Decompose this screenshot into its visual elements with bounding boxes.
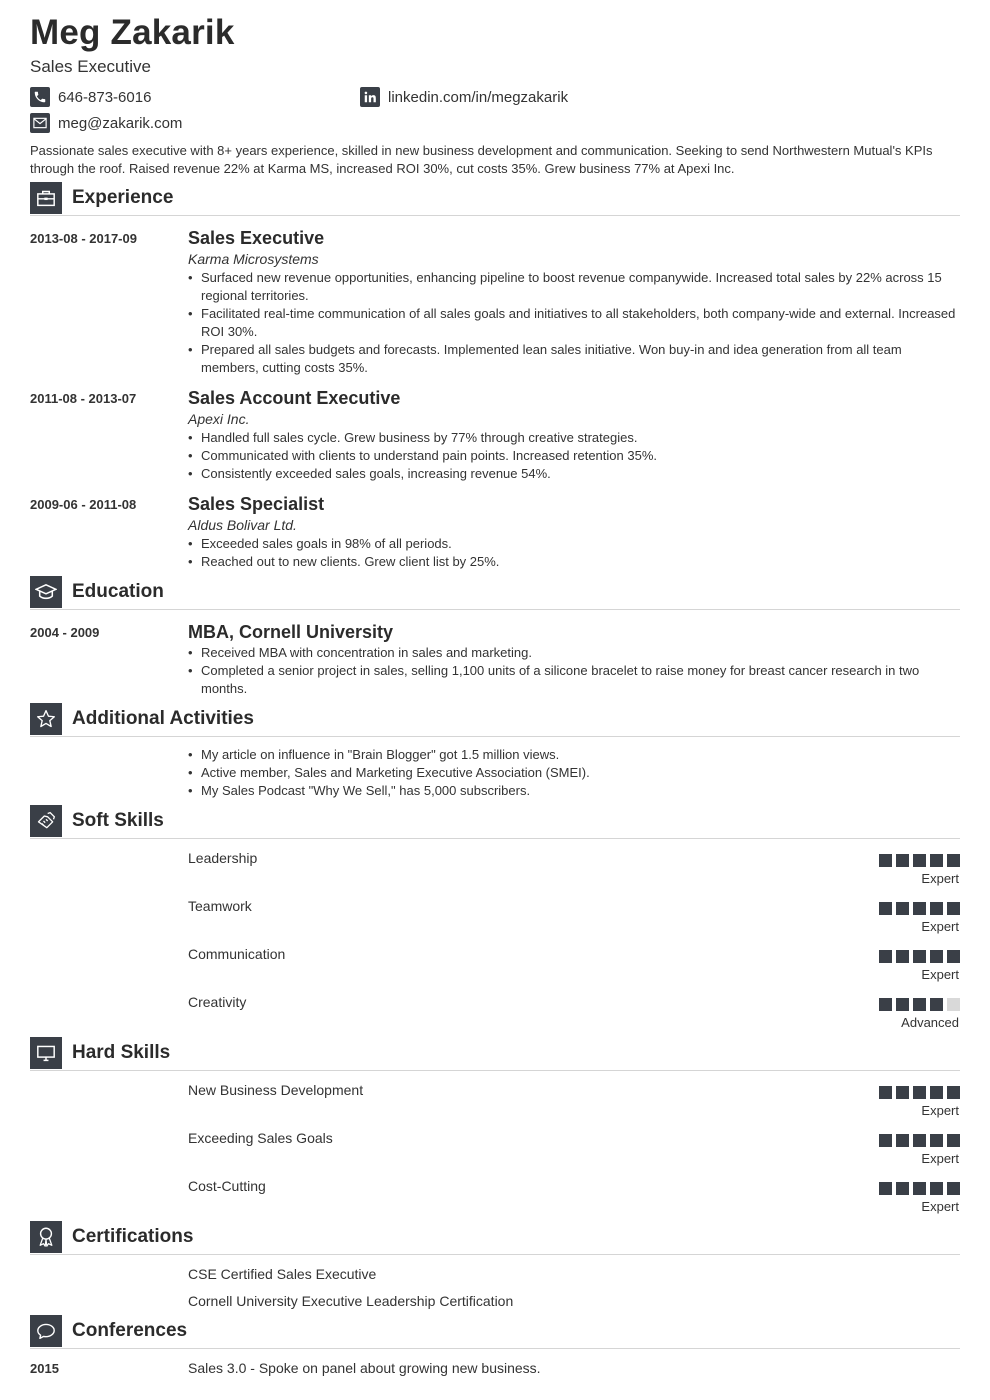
rating-square-filled: [879, 1134, 892, 1147]
skill-level: Expert: [921, 919, 959, 934]
phone-number[interactable]: 646-873-6016: [58, 88, 152, 106]
list-item: • Completed a senior project in sales, selling 1,100 units of a silicone bracelet to raise money for breast cancer research in two months.: [188, 662, 960, 698]
rating-square-filled: [879, 1182, 892, 1195]
skill-rating: [879, 1134, 960, 1147]
section-title: Soft Skills: [72, 810, 164, 831]
email-address[interactable]: meg@zakarik.com: [58, 114, 183, 132]
rating-square-filled: [930, 1182, 943, 1195]
handshake-icon: [30, 805, 62, 837]
speech-bubble-icon: [30, 1315, 62, 1347]
skill-level: Expert: [921, 871, 959, 886]
list-item: • Facilitated real-time communication of all sales goals and initiatives to all stakeholders, both company-wide and external. Increased ROI 30%.: [188, 305, 960, 341]
job-dates: 2009-06 - 2011-08: [30, 497, 137, 512]
rating-square-filled: [930, 998, 943, 1011]
section-title: Education: [72, 581, 164, 602]
rating-square-filled: [896, 1182, 909, 1195]
rating-square-filled: [879, 998, 892, 1011]
job-company: Aldus Bolivar Ltd.: [188, 517, 297, 533]
phone-contact: [30, 87, 151, 107]
job-bullets: [188, 429, 960, 483]
rating-square-filled: [913, 854, 926, 867]
rating-square-empty: [947, 998, 960, 1011]
rating-square-filled: [879, 854, 892, 867]
conference-year: 2015: [30, 1361, 59, 1376]
conferences-section-header: [30, 1315, 960, 1349]
degree-title: MBA, Cornell University: [188, 622, 394, 642]
list-item: • Surfaced new revenue opportunities, enhancing pipeline to boost revenue companywide. Increased total sales by 22% across 15 regional territories.: [188, 269, 960, 305]
rating-square-filled: [947, 1182, 960, 1195]
profile-summary: Passionate sales executive with 8+ years experience, skilled in new business development and communication. Seeking to send Northwestern Mutual's KPIs through the roof. Raised revenue 22% at Karma MS, increased ROI 30%, cut costs 35%. Grew business 77% at Apexi Inc.: [30, 143, 933, 176]
job-dates: 2011-08 - 2013-07: [30, 391, 137, 406]
monitor-icon: [30, 1037, 62, 1069]
skill-level: Expert: [921, 1199, 959, 1214]
skill-level: Expert: [921, 1151, 959, 1166]
job-title: Sales Specialist: [188, 494, 325, 514]
skill-name: Leadership: [188, 850, 258, 866]
list-item: • Consistently exceeded sales goals, increasing revenue 54%.: [188, 465, 960, 483]
rating-square-filled: [896, 1134, 909, 1147]
soft-skills-section-header: [30, 805, 960, 839]
list-item: • My article on influence in "Brain Blogger" got 1.5 million views.: [188, 746, 960, 764]
rating-square-filled: [896, 854, 909, 867]
star-icon: [30, 703, 62, 735]
rating-square-filled: [913, 1134, 926, 1147]
rating-square-filled: [913, 902, 926, 915]
rating-square-filled: [896, 902, 909, 915]
list-item: • Prepared all sales budgets and forecasts. Implemented lean sales initiative. Won buy-in and idea generation from all team members, cutting costs 35%.: [188, 341, 960, 377]
certification-item: Cornell University Executive Leadership Certification: [188, 1293, 514, 1309]
education-dates: 2004 - 2009: [30, 625, 100, 640]
skill-name: Cost-Cutting: [188, 1178, 266, 1194]
email-icon: [30, 113, 50, 133]
activities-bullets: [188, 746, 960, 800]
rating-square-filled: [879, 950, 892, 963]
email-contact: [30, 113, 182, 133]
briefcase-icon: [30, 182, 62, 214]
section-title: Conferences: [72, 1320, 188, 1341]
rating-square-filled: [896, 1086, 909, 1099]
job-company: Apexi Inc.: [188, 411, 250, 427]
skill-rating: [879, 1182, 960, 1195]
education-bullets: [188, 644, 960, 698]
candidate-name: Meg Zakarik: [30, 13, 235, 52]
certifications-section-header: [30, 1221, 960, 1255]
list-item: • Reached out to new clients. Grew client list by 25%.: [188, 553, 960, 571]
rating-square-filled: [947, 1086, 960, 1099]
skill-name: Communication: [188, 946, 286, 962]
list-item: • Handled full sales cycle. Grew business by 77% through creative strategies.: [188, 429, 960, 447]
skill-rating: [879, 1086, 960, 1099]
job-company: Karma Microsystems: [188, 251, 319, 267]
rating-square-filled: [947, 854, 960, 867]
award-icon: [30, 1221, 62, 1253]
skill-rating: [879, 854, 960, 867]
section-title: Experience: [72, 187, 174, 208]
rating-square-filled: [913, 998, 926, 1011]
rating-square-filled: [930, 854, 943, 867]
rating-square-filled: [930, 950, 943, 963]
skill-name: Creativity: [188, 994, 247, 1010]
rating-square-filled: [930, 1134, 943, 1147]
section-title: Certifications: [72, 1226, 194, 1247]
job-title: Sales Account Executive: [188, 388, 401, 408]
list-item: • My Sales Podcast "Why We Sell," has 5,000 subscribers.: [188, 782, 960, 800]
skill-level: Expert: [921, 967, 959, 982]
conference-item: Sales 3.0 - Spoke on panel about growing new business.: [188, 1360, 541, 1376]
education-section-header: [30, 576, 960, 610]
rating-square-filled: [879, 1086, 892, 1099]
linkedin-url[interactable]: linkedin.com/in/megzakarik: [388, 88, 569, 106]
skill-name: New Business Development: [188, 1082, 364, 1098]
job-bullets: [188, 269, 960, 377]
skill-name: Exceeding Sales Goals: [188, 1130, 333, 1146]
section-title: Additional Activities: [72, 708, 254, 729]
rating-square-filled: [930, 902, 943, 915]
rating-square-filled: [947, 1134, 960, 1147]
skill-level: Expert: [921, 1103, 959, 1118]
skill-rating: [879, 902, 960, 915]
list-item: • Communicated with clients to understand pain points. Increased retention 35%.: [188, 447, 960, 465]
rating-square-filled: [879, 902, 892, 915]
skill-rating: [879, 998, 960, 1011]
rating-square-filled: [913, 1086, 926, 1099]
linkedin-icon: [360, 87, 380, 107]
hard-skills-section-header: [30, 1037, 960, 1071]
rating-square-filled: [913, 1182, 926, 1195]
rating-square-filled: [913, 950, 926, 963]
rating-square-filled: [930, 1086, 943, 1099]
job-dates: 2013-08 - 2017-09: [30, 231, 137, 246]
skill-level: Advanced: [901, 1015, 959, 1030]
skill-name: Teamwork: [188, 898, 252, 914]
section-title: Hard Skills: [72, 1042, 171, 1063]
list-item: • Active member, Sales and Marketing Executive Association (SMEI).: [188, 764, 960, 782]
rating-square-filled: [896, 950, 909, 963]
rating-square-filled: [896, 998, 909, 1011]
rating-square-filled: [947, 902, 960, 915]
job-bullets: [188, 535, 960, 571]
job-title: Sales Executive: [188, 228, 325, 248]
rating-square-filled: [947, 950, 960, 963]
phone-icon: [30, 87, 50, 107]
linkedin-contact: [360, 87, 568, 107]
skill-rating: [879, 950, 960, 963]
activities-section-header: [30, 703, 960, 737]
experience-section-header: [30, 182, 960, 216]
list-item: • Received MBA with concentration in sales and marketing.: [188, 644, 960, 662]
list-item: • Exceeded sales goals in 98% of all periods.: [188, 535, 960, 553]
certification-item: CSE Certified Sales Executive: [188, 1266, 377, 1282]
candidate-role: Sales Executive: [30, 57, 151, 76]
graduation-cap-icon: [30, 576, 62, 608]
